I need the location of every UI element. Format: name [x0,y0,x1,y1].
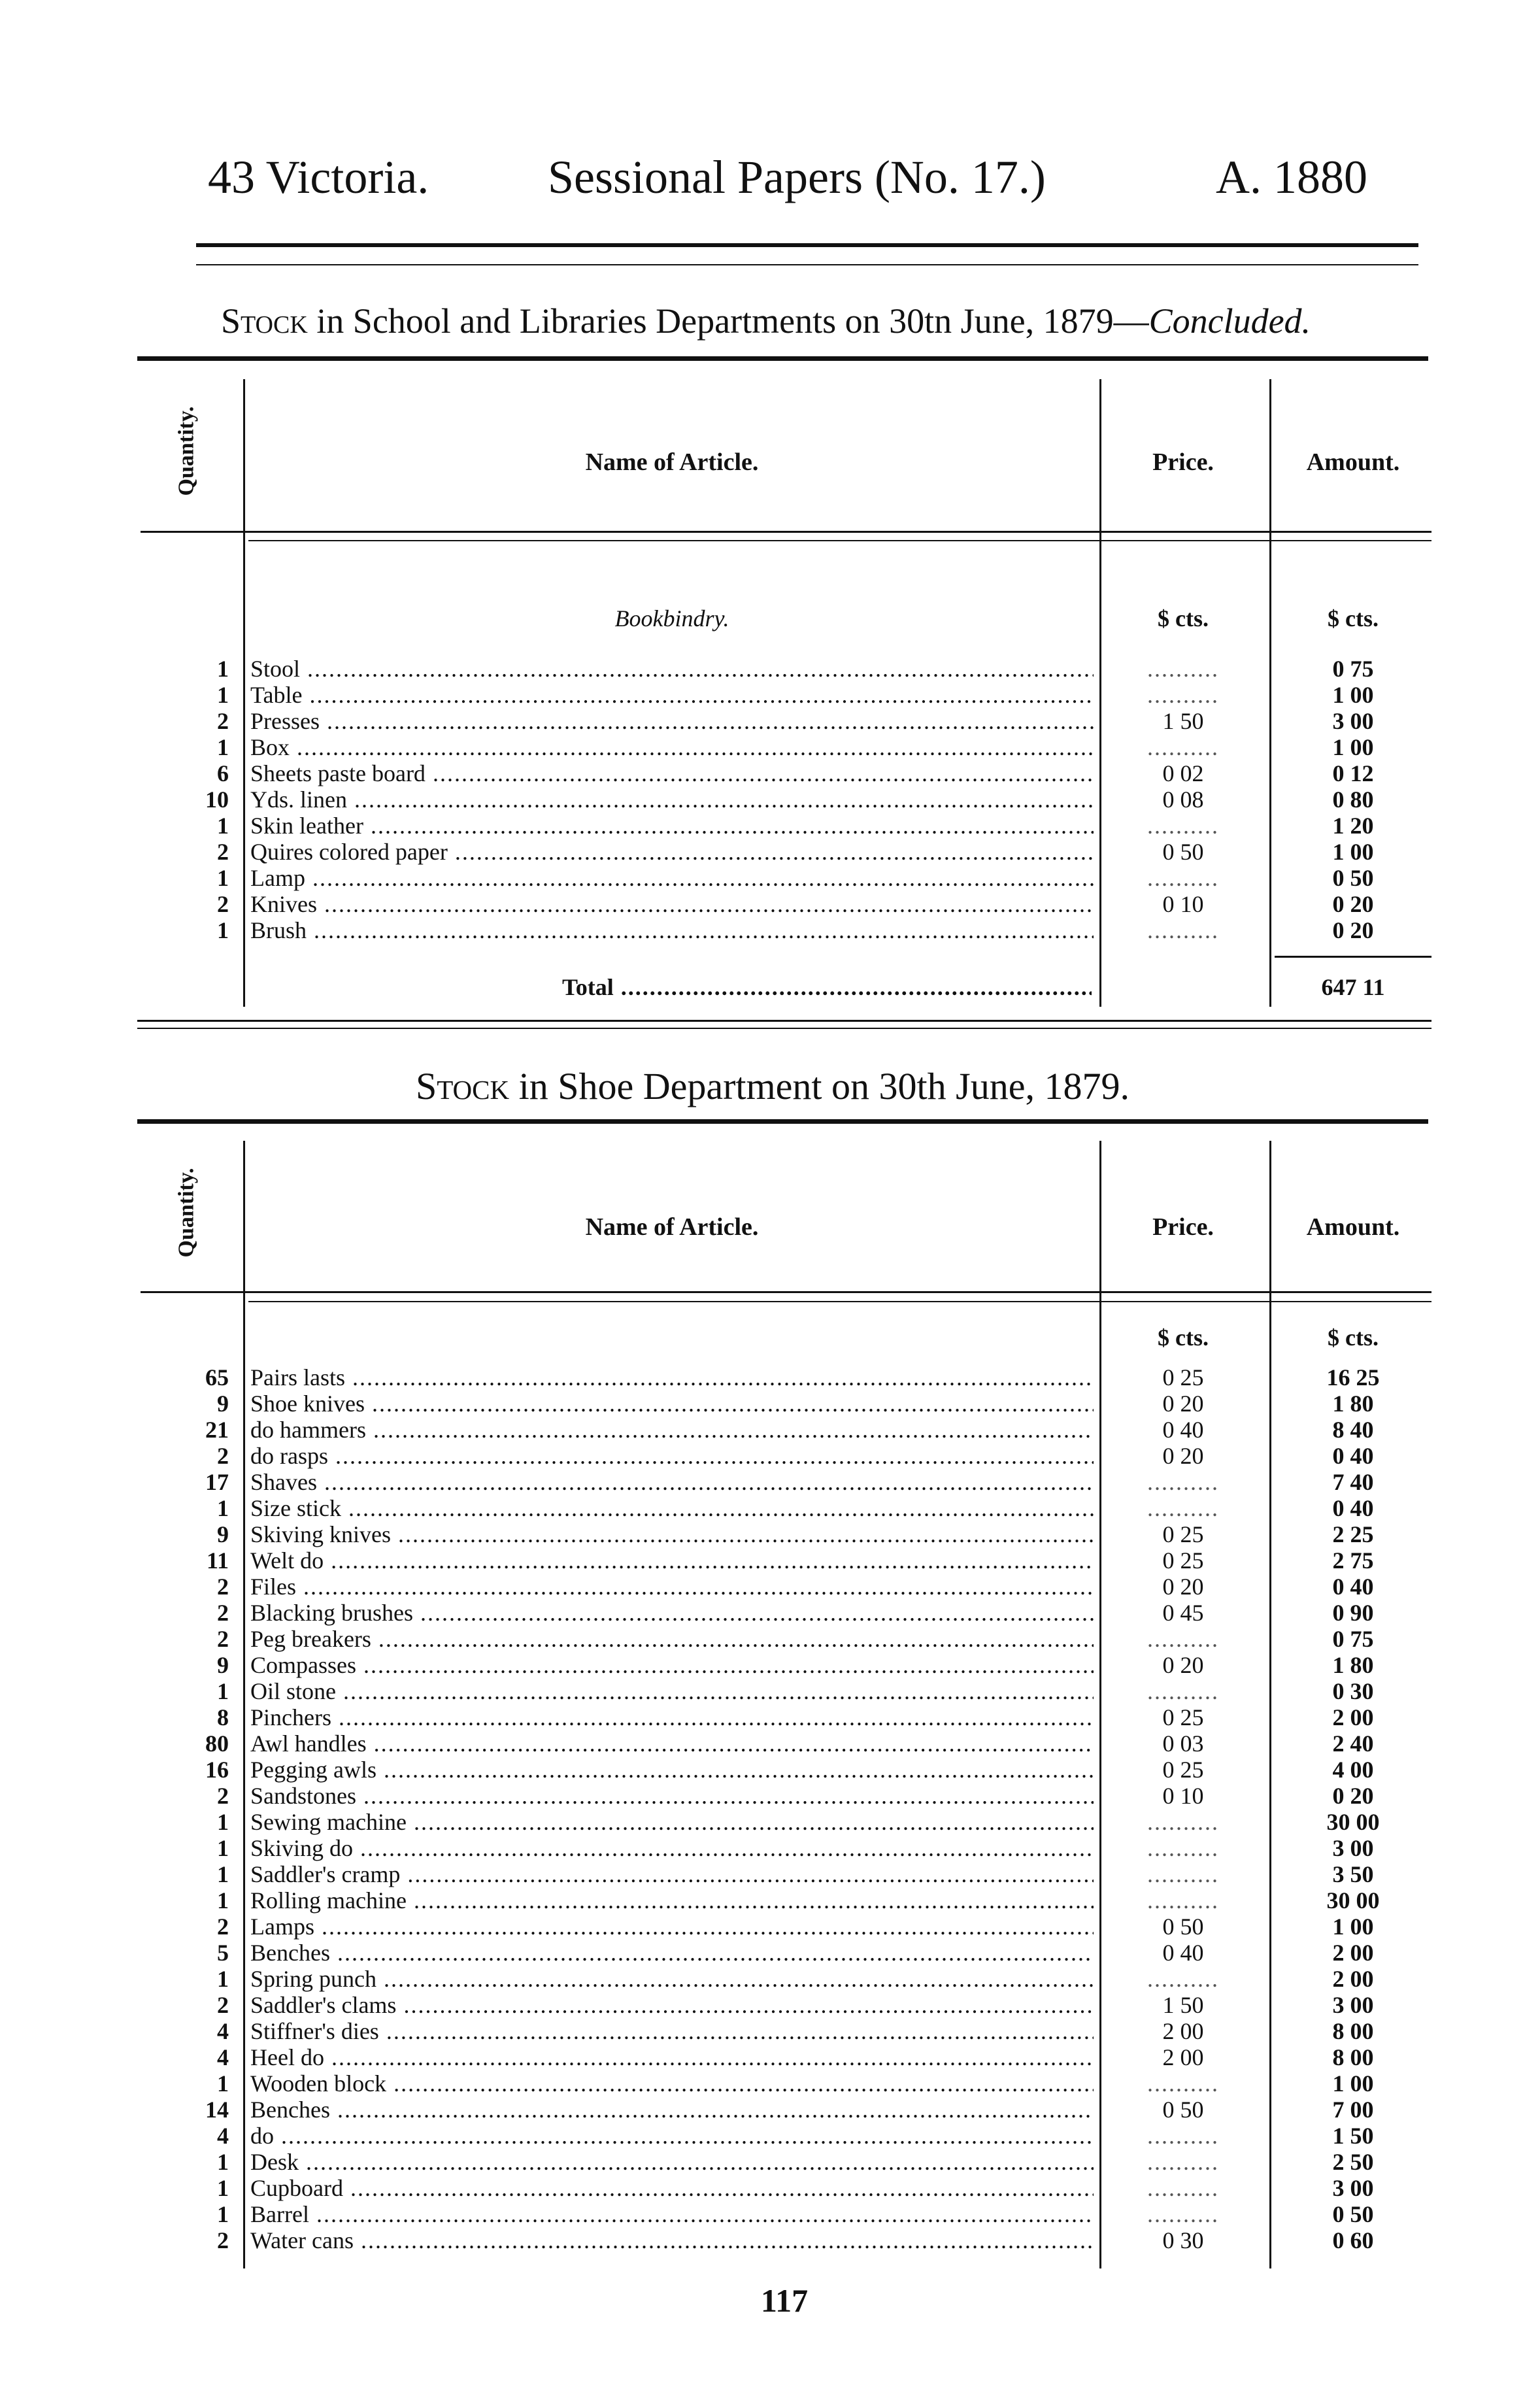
table-row [0,891,1540,917]
row-amount: 0 75 [1332,1626,1374,1652]
row-article: Files ..... [250,1574,1094,1600]
row-article: Peg breakers ..... [250,1626,1094,1652]
table-row [0,1678,1540,1704]
table2-title [416,1064,1130,1108]
row-article: Pegging awls ..... [250,1757,1094,1783]
row-amount: 2 50 [1332,2149,1374,2175]
table-row [0,760,1540,786]
row-article: Stool ..... [250,656,1094,682]
row-price: 0 50 [1162,1914,1204,1940]
table-row [0,1574,1540,1600]
row-price: .......... [1147,1887,1219,1914]
row-price: 1 50 [1162,708,1204,734]
row-article: Saddler's cramp ..... [250,1861,1094,1887]
row-amount: 0 80 [1332,786,1374,813]
row-article: Yds. linen ..... [250,786,1094,813]
table1-price-units: $ cts. [1158,605,1209,632]
row-quantity: 1 [217,1835,229,1861]
table-row [0,1626,1540,1652]
row-article: Barrel ..... [250,2201,1094,2227]
row-amount: 1 00 [1332,2070,1374,2097]
row-quantity: 4 [217,2044,229,2070]
table1-total-label: Total ..... [562,974,1092,1000]
row-price: .......... [1147,2070,1219,2097]
row-price: .......... [1147,1495,1219,1521]
row-amount: 1 00 [1332,1914,1374,1940]
row-amount: 2 00 [1332,1966,1374,1992]
row-quantity: 16 [205,1757,229,1783]
row-amount: 8 40 [1332,1417,1374,1443]
table1-title-main: in School and Libraries Departments on 30tn June, 1879— [307,301,1149,341]
table-row [0,1391,1540,1417]
table-row [0,1992,1540,2018]
table-row [0,2018,1540,2044]
row-price: .......... [1147,1626,1219,1652]
row-amount: 0 20 [1332,917,1374,943]
table-row [0,1783,1540,1809]
table2-col-price: Price. [1152,1213,1214,1241]
table1-sum-rule [1275,956,1431,958]
row-article: do ..... [250,2123,1094,2149]
row-quantity: 2 [217,1574,229,1600]
row-amount: 7 00 [1332,2097,1374,2123]
row-amount: 3 00 [1332,1992,1374,2018]
row-price: .......... [1147,1835,1219,1861]
row-amount: 7 40 [1332,1469,1374,1495]
table-row [0,1809,1540,1835]
table2-title-main: in Shoe Department on 30th June, 1879. [509,1065,1130,1107]
table-row [0,682,1540,708]
row-article: Benches ..... [250,2097,1094,2123]
table1-title-prefix: Stock [221,301,308,341]
table1-col-price: Price. [1152,448,1214,476]
row-amount: 2 40 [1332,1730,1374,1757]
row-amount: 0 60 [1332,2227,1374,2253]
row-amount: 2 00 [1332,1940,1374,1966]
row-article: Sandstones ..... [250,1783,1094,1809]
row-quantity: 1 [217,865,229,891]
row-price: .......... [1147,2175,1219,2201]
row-price: .......... [1147,2123,1219,2149]
table-row [0,656,1540,682]
table2-price-units: $ cts. [1158,1324,1209,1351]
table-row [0,786,1540,813]
row-quantity: 2 [217,1626,229,1652]
table-row [0,1547,1540,1574]
row-quantity: 6 [217,760,229,786]
row-price: 0 20 [1162,1652,1204,1678]
table-row [0,1521,1540,1547]
row-amount: 0 50 [1332,865,1374,891]
table-row [0,813,1540,839]
row-quantity: 17 [205,1469,229,1495]
table-row [0,734,1540,760]
row-quantity: 1 [217,656,229,682]
row-quantity: 1 [217,2149,229,2175]
row-article: Sewing machine ..... [250,1809,1094,1835]
row-article: Presses ..... [250,708,1094,734]
table1-col-name: Name of Article. [585,448,759,476]
row-quantity: 5 [217,1940,229,1966]
row-price: 1 50 [1162,1992,1204,2018]
row-amount: 30 00 [1326,1809,1380,1835]
row-article: Heel do ..... [250,2044,1094,2070]
table-row [0,1704,1540,1730]
table-row [0,1887,1540,1914]
row-price: 0 02 [1162,760,1204,786]
row-quantity: 80 [205,1730,229,1757]
table-row [0,2044,1540,2070]
row-quantity: 1 [217,1678,229,1704]
table-row [0,1364,1540,1391]
row-quantity: 1 [217,1495,229,1521]
table-row [0,2097,1540,2123]
table-row [0,2201,1540,2227]
row-amount: 1 80 [1332,1652,1374,1678]
row-quantity: 9 [217,1391,229,1417]
header-year: A. 1880 [1216,151,1367,203]
row-quantity: 2 [217,839,229,865]
table-row [0,1914,1540,1940]
table-row [0,1495,1540,1521]
row-price: 0 50 [1162,839,1204,865]
row-amount: 2 25 [1332,1521,1374,1547]
row-article: Skin leather ..... [250,813,1094,839]
row-amount: 0 20 [1332,1783,1374,1809]
row-quantity: 1 [217,2201,229,2227]
row-price: .......... [1147,656,1219,682]
row-article: Rolling machine ..... [250,1887,1094,1914]
table-row [0,708,1540,734]
row-quantity: 1 [217,2175,229,2201]
row-price: 0 40 [1162,1417,1204,1443]
table-row [0,1417,1540,1443]
row-price: .......... [1147,1809,1219,1835]
table2-quantity-head-cell [144,1141,229,1285]
row-amount: 0 40 [1332,1443,1374,1469]
header-rule-thick [196,243,1418,247]
table-row [0,1940,1540,1966]
row-price: 0 25 [1162,1364,1204,1391]
row-amount: 1 50 [1332,2123,1374,2149]
table-row [0,1652,1540,1678]
row-price: 0 45 [1162,1600,1204,1626]
header-volume: 43 Victoria. [208,151,429,203]
table2-head-rule-b [248,1301,1431,1302]
table1-total-amount: 647 11 [1321,974,1385,1000]
row-amount: 1 00 [1332,734,1374,760]
row-quantity: 2 [217,1600,229,1626]
row-quantity: 9 [217,1521,229,1547]
row-article: Pinchers ..... [250,1704,1094,1730]
table-row [0,1469,1540,1495]
row-amount: 0 75 [1332,656,1374,682]
row-article: Water cans ..... [250,2227,1094,2253]
row-amount: 0 12 [1332,760,1374,786]
table1-total-row [0,974,1540,1000]
table1-amount-units: $ cts. [1328,605,1379,632]
row-amount: 8 00 [1332,2044,1374,2070]
row-price: .......... [1147,682,1219,708]
row-amount: 0 90 [1332,1600,1374,1626]
table-row [0,1730,1540,1757]
table1-quantity-head-cell [144,379,229,523]
table-row [0,2175,1540,2201]
row-article: Cupboard ..... [250,2175,1094,2201]
table-row [0,1600,1540,1626]
table1-section-bookbindry: Bookbindry. [614,605,729,632]
row-quantity: 11 [206,1547,229,1574]
row-amount: 16 25 [1326,1364,1380,1391]
table1-title [221,301,1311,341]
row-article: Lamp ..... [250,865,1094,891]
row-article: Sheets paste board ..... [250,760,1094,786]
header-rule-thin [196,264,1418,265]
table2-head-rule-a [141,1291,1431,1293]
row-article: Awl handles ..... [250,1730,1094,1757]
row-price: .......... [1147,1469,1219,1495]
row-quantity: 2 [217,1914,229,1940]
row-quantity: 10 [205,786,229,813]
row-article: Skiving do ..... [250,1835,1094,1861]
row-article: Brush ..... [250,917,1094,943]
table1-bottom-rule [137,1020,1431,1022]
row-price: .......... [1147,2201,1219,2227]
row-article: Blacking brushes ..... [250,1600,1094,1626]
row-article: Table ..... [250,682,1094,708]
table-row [0,917,1540,943]
row-quantity: 2 [217,1783,229,1809]
table2-col-amount: Amount. [1306,1213,1400,1241]
row-quantity: 21 [205,1417,229,1443]
table1-col-quantity: Quantity. [174,406,199,496]
row-quantity: 2 [217,1992,229,2018]
row-article: Pairs lasts ..... [250,1364,1094,1391]
row-article: Benches ..... [250,1940,1094,1966]
row-quantity: 8 [217,1704,229,1730]
row-article: Knives ..... [250,891,1094,917]
row-price: 0 30 [1162,2227,1204,2253]
row-article: Box ..... [250,734,1094,760]
row-quantity: 1 [217,734,229,760]
table2-col-name: Name of Article. [585,1213,759,1241]
row-quantity: 1 [217,813,229,839]
table1-head-rule-a [141,531,1431,533]
row-article: Saddler's clams ..... [250,1992,1094,2018]
row-price: 0 20 [1162,1443,1204,1469]
table-row [0,839,1540,865]
table1-col-amount: Amount. [1306,448,1400,476]
row-amount: 0 40 [1332,1495,1374,1521]
row-amount: 3 00 [1332,708,1374,734]
row-quantity: 65 [205,1364,229,1391]
table2-top-rule [137,1119,1428,1124]
table1-title-suffix: Concluded. [1148,301,1311,341]
table-row [0,2227,1540,2253]
row-quantity: 1 [217,682,229,708]
row-price: .......... [1147,734,1219,760]
row-article: Shoe knives ..... [250,1391,1094,1417]
row-price: .......... [1147,865,1219,891]
row-amount: 1 00 [1332,839,1374,865]
row-article: Desk ..... [250,2149,1094,2175]
row-price: 2 00 [1162,2018,1204,2044]
table1-top-rule [137,356,1428,361]
row-amount: 1 00 [1332,682,1374,708]
table-row [0,1861,1540,1887]
row-price: 0 20 [1162,1391,1204,1417]
table-row [0,1835,1540,1861]
row-amount: 4 00 [1332,1757,1374,1783]
row-quantity: 2 [217,891,229,917]
row-article: Spring punch ..... [250,1966,1094,1992]
header-title: Sessional Papers (No. 17.) [548,151,1046,203]
row-article: Compasses ..... [250,1652,1094,1678]
row-article: Skiving knives ..... [250,1521,1094,1547]
row-price: .......... [1147,917,1219,943]
row-amount: 3 50 [1332,1861,1374,1887]
table-row [0,865,1540,891]
row-article: Oil stone ..... [250,1678,1094,1704]
row-amount: 30 00 [1326,1887,1380,1914]
row-quantity: 1 [217,1966,229,1992]
table-row [0,1757,1540,1783]
table-row [0,1443,1540,1469]
row-amount: 0 50 [1332,2201,1374,2227]
row-quantity: 4 [217,2123,229,2149]
row-price: 0 25 [1162,1757,1204,1783]
row-price: 0 20 [1162,1574,1204,1600]
row-amount: 0 20 [1332,891,1374,917]
table2-amount-units: $ cts. [1328,1324,1379,1351]
row-amount: 0 30 [1332,1678,1374,1704]
row-quantity: 1 [217,1809,229,1835]
row-price: 0 10 [1162,891,1204,917]
row-price: 0 25 [1162,1521,1204,1547]
row-quantity: 2 [217,708,229,734]
row-article: Size stick ..... [250,1495,1094,1521]
row-price: .......... [1147,1861,1219,1887]
row-quantity: 1 [217,917,229,943]
row-quantity: 2 [217,1443,229,1469]
row-price: 0 25 [1162,1704,1204,1730]
row-article: do rasps ..... [250,1443,1094,1469]
row-quantity: 2 [217,2227,229,2253]
table2-title-prefix: Stock [416,1065,510,1107]
row-quantity: 1 [217,1887,229,1914]
row-price: 0 50 [1162,2097,1204,2123]
row-article: Welt do ..... [250,1547,1094,1574]
row-quantity: 9 [217,1652,229,1678]
table-row [0,1966,1540,1992]
row-price: 0 08 [1162,786,1204,813]
row-amount: 3 00 [1332,2175,1374,2201]
row-article: Stiffner's dies ..... [250,2018,1094,2044]
table1-bottom-rule-b [137,1028,1431,1029]
row-price: 0 25 [1162,1547,1204,1574]
row-quantity: 1 [217,1861,229,1887]
page-number: 117 [760,2282,809,2319]
row-amount: 2 00 [1332,1704,1374,1730]
row-price: 0 10 [1162,1783,1204,1809]
row-quantity: 4 [217,2018,229,2044]
table-row [0,2123,1540,2149]
row-price: .......... [1147,1966,1219,1992]
table-row [0,2149,1540,2175]
table-row [0,2070,1540,2097]
row-price: .......... [1147,1678,1219,1704]
row-price: .......... [1147,813,1219,839]
row-amount: 3 00 [1332,1835,1374,1861]
row-price: 0 40 [1162,1940,1204,1966]
row-price: 0 03 [1162,1730,1204,1757]
table2-col-quantity: Quantity. [174,1168,199,1258]
row-article: Shaves ..... [250,1469,1094,1495]
row-article: Lamps ..... [250,1914,1094,1940]
row-amount: 8 00 [1332,2018,1374,2044]
row-article: Wooden block ..... [250,2070,1094,2097]
row-article: do hammers ..... [250,1417,1094,1443]
row-amount: 0 40 [1332,1574,1374,1600]
row-quantity: 1 [217,2070,229,2097]
row-price: 2 00 [1162,2044,1204,2070]
table1-head-rule-b [248,540,1431,541]
row-amount: 1 80 [1332,1391,1374,1417]
row-amount: 2 75 [1332,1547,1374,1574]
row-quantity: 14 [205,2097,229,2123]
row-price: .......... [1147,2149,1219,2175]
row-amount: 1 20 [1332,813,1374,839]
row-article: Quires colored paper ..... [250,839,1094,865]
